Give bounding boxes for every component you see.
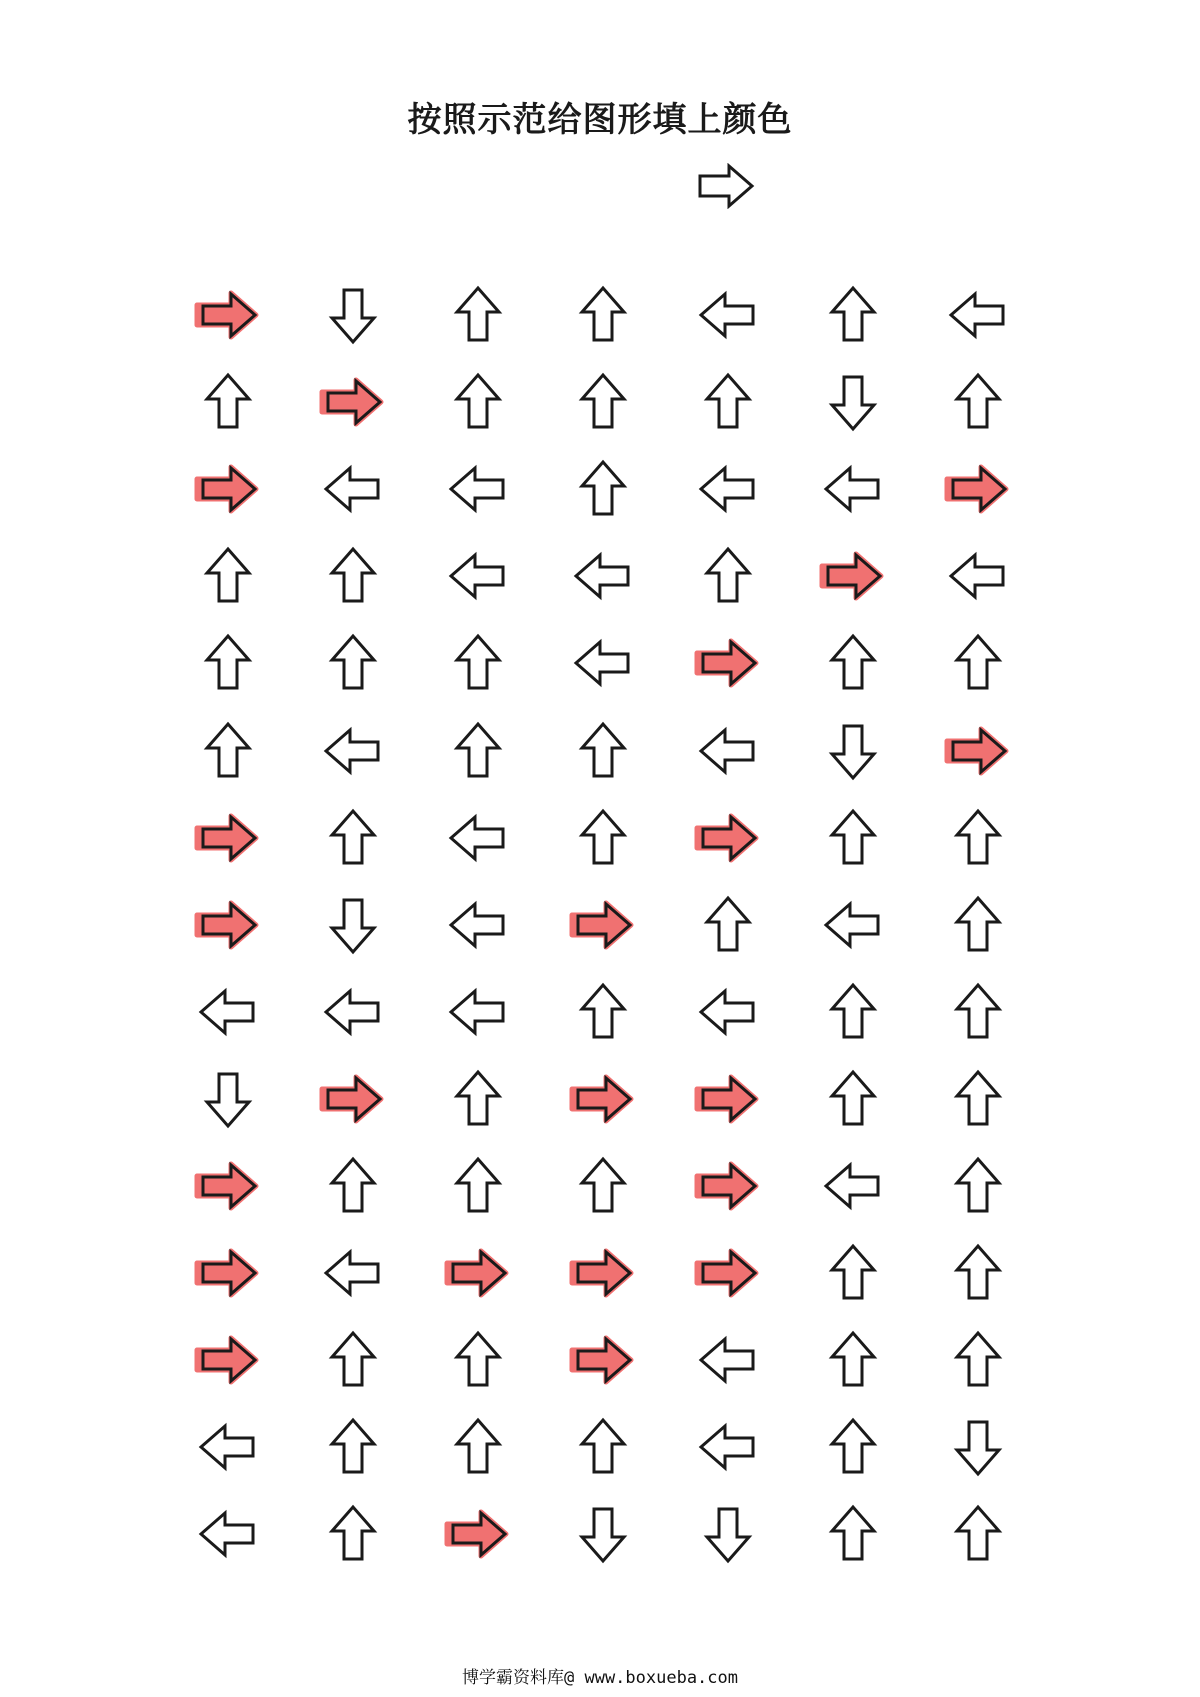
arrow-up-icon: [818, 1325, 888, 1395]
arrow-right-colored-icon: [193, 280, 263, 350]
arrow-left-icon: [818, 890, 888, 960]
arrow-left-icon: [568, 541, 638, 611]
arrow-down-icon: [693, 1499, 763, 1569]
arrow-right-colored-icon: [693, 803, 763, 873]
arrow-left-icon: [443, 890, 513, 960]
arrow-up-icon: [443, 1412, 513, 1482]
arrow-up-icon: [568, 367, 638, 437]
arrow-left-icon: [693, 1412, 763, 1482]
arrow-left-icon: [443, 977, 513, 1047]
arrow-right-colored-icon: [193, 1325, 263, 1395]
arrow-left-icon: [443, 541, 513, 611]
arrow-up-icon: [943, 367, 1013, 437]
arrow-right-colored-icon: [568, 1064, 638, 1134]
arrow-up-icon: [818, 803, 888, 873]
arrow-right-colored-icon: [443, 1238, 513, 1308]
arrow-down-icon: [318, 280, 388, 350]
arrow-up-icon: [193, 716, 263, 786]
arrow-up-icon: [943, 1499, 1013, 1569]
arrow-up-icon: [318, 1325, 388, 1395]
arrow-right-colored-icon: [193, 1238, 263, 1308]
arrow-up-icon: [943, 890, 1013, 960]
arrow-right-colored-icon: [568, 1238, 638, 1308]
arrow-up-icon: [943, 803, 1013, 873]
arrow-left-icon: [318, 716, 388, 786]
arrow-up-icon: [443, 716, 513, 786]
arrow-up-icon: [318, 803, 388, 873]
arrow-up-icon: [693, 890, 763, 960]
arrow-up-icon: [818, 1499, 888, 1569]
arrow-right-colored-icon: [693, 628, 763, 698]
arrow-right-colored-icon: [568, 1325, 638, 1395]
arrow-right-colored-icon: [943, 454, 1013, 524]
arrow-left-icon: [443, 454, 513, 524]
arrow-left-icon: [193, 1499, 263, 1569]
arrow-up-icon: [943, 1064, 1013, 1134]
arrow-left-icon: [693, 280, 763, 350]
arrow-down-icon: [318, 890, 388, 960]
arrow-down-icon: [818, 716, 888, 786]
arrow-right-colored-icon: [818, 541, 888, 611]
arrow-left-icon: [318, 1238, 388, 1308]
arrow-up-icon: [818, 977, 888, 1047]
arrow-up-icon: [943, 1151, 1013, 1221]
arrow-left-icon: [693, 716, 763, 786]
arrow-up-icon: [318, 1151, 388, 1221]
arrow-right-colored-icon: [693, 1238, 763, 1308]
arrow-up-icon: [443, 280, 513, 350]
arrow-up-icon: [693, 541, 763, 611]
arrow-up-icon: [818, 1238, 888, 1308]
arrow-left-icon: [818, 1151, 888, 1221]
arrow-right-colored-icon: [443, 1499, 513, 1569]
arrow-up-icon: [568, 716, 638, 786]
arrow-right-colored-icon: [943, 716, 1013, 786]
arrow-up-icon: [443, 367, 513, 437]
arrow-up-icon: [193, 628, 263, 698]
arrow-left-icon: [943, 280, 1013, 350]
arrow-up-icon: [818, 280, 888, 350]
arrow-up-icon: [568, 977, 638, 1047]
arrow-left-icon: [693, 454, 763, 524]
arrow-left-icon: [193, 1412, 263, 1482]
arrow-up-icon: [193, 541, 263, 611]
arrow-up-icon: [318, 628, 388, 698]
arrow-up-icon: [818, 1412, 888, 1482]
arrow-left-icon: [443, 803, 513, 873]
arrow-up-icon: [568, 454, 638, 524]
arrow-right-colored-icon: [318, 1064, 388, 1134]
arrow-down-icon: [193, 1064, 263, 1134]
page-title: 按照示范给图形填上颜色: [407, 100, 793, 140]
arrow-down-icon: [568, 1499, 638, 1569]
arrow-left-icon: [568, 628, 638, 698]
arrow-up-icon: [943, 628, 1013, 698]
arrow-left-icon: [943, 541, 1013, 611]
arrow-up-icon: [193, 367, 263, 437]
footer-watermark: 博学霸资料库@ www.boxueba.com: [462, 1668, 738, 1688]
arrow-up-icon: [443, 1064, 513, 1134]
arrow-up-icon: [443, 1151, 513, 1221]
arrow-up-icon: [568, 1412, 638, 1482]
arrow-left-icon: [318, 977, 388, 1047]
arrow-right-colored-icon: [693, 1064, 763, 1134]
arrow-right-colored-icon: [568, 890, 638, 960]
arrow-up-icon: [443, 628, 513, 698]
arrow-up-icon: [318, 1412, 388, 1482]
arrow-right-colored-icon: [193, 454, 263, 524]
arrow-left-icon: [693, 1325, 763, 1395]
arrow-up-icon: [318, 541, 388, 611]
arrow-left-icon: [193, 977, 263, 1047]
arrow-right-colored-icon: [318, 367, 388, 437]
arrow-down-icon: [943, 1412, 1013, 1482]
arrow-up-icon: [818, 1064, 888, 1134]
arrow-right-colored-icon: [193, 1151, 263, 1221]
arrow-right-colored-icon: [193, 890, 263, 960]
arrow-up-icon: [568, 280, 638, 350]
arrow-right-colored-icon: [693, 1151, 763, 1221]
arrow-up-icon: [693, 367, 763, 437]
arrow-up-icon: [568, 803, 638, 873]
arrow-up-icon: [943, 1325, 1013, 1395]
arrow-left-icon: [693, 977, 763, 1047]
arrow-up-icon: [318, 1499, 388, 1569]
arrow-up-icon: [443, 1325, 513, 1395]
arrow-left-icon: [318, 454, 388, 524]
arrow-up-icon: [568, 1151, 638, 1221]
arrow-up-icon: [943, 1238, 1013, 1308]
arrow-up-icon: [818, 628, 888, 698]
arrow-down-icon: [818, 367, 888, 437]
arrow-up-icon: [943, 977, 1013, 1047]
arrow-left-icon: [818, 454, 888, 524]
arrow-right-colored-icon: [193, 803, 263, 873]
